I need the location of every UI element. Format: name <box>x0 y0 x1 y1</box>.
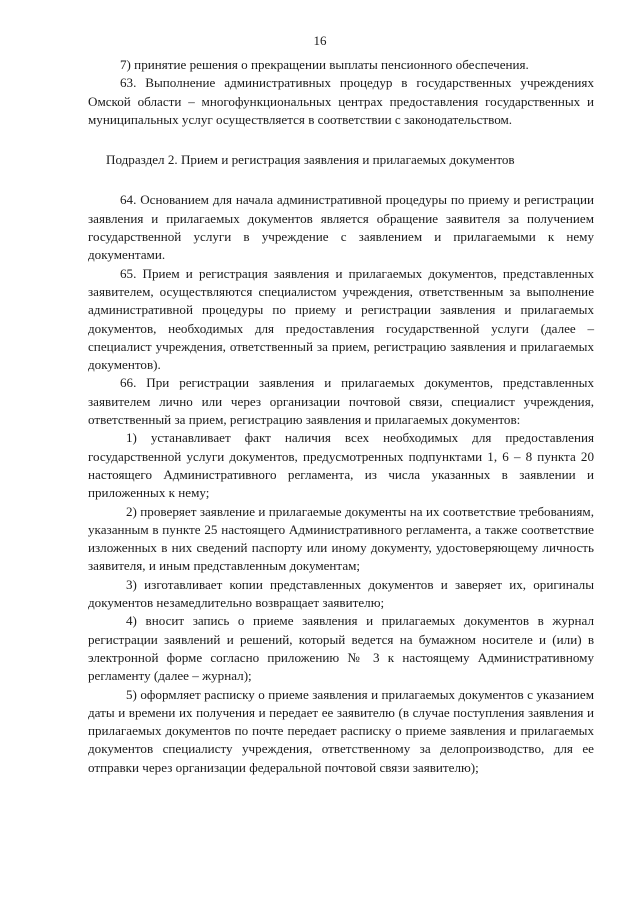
list-item-4: 4) вносит запись о приеме заявления и прилагаемых документов в журнал регистрации заявлений и решений, который ведется на бумажном носителе и (или) в электронной форме согласно приложению № 3 к настоящему Административному регламенту (далее – журнал); <box>88 613 594 684</box>
list-item-1: 1) устанавливает факт наличия всех необходимых для предоставления государственной услуги документов, предусмотренных подпунктами 1, 6 – 8 пункта 20 настоящего Административного регламента, из числа указанных в заявлении и приложенных к нему; <box>88 430 594 501</box>
document-body <box>88 56 594 777</box>
paragraph-item-7: 7) принятие решения о прекращении выплаты пенсионного обеспечения. <box>120 57 529 72</box>
paragraph-63: 63. Выполнение административных процедур в государственных учреждениях Омской области – многофункциональных центрах предоставления государственных и муниципальных услуг осуществляется в соответствии с законодательством. <box>88 75 594 127</box>
page-number: 16 <box>313 33 327 48</box>
list-item-2: 2) проверяет заявление и прилагаемые документы на их соответствие требованиям, указанным в пункте 25 настоящего Административного регламента, а также соответствие изложенных в них сведений паспорту или иному документу, удостоверяющему личность заявителя, и иным представленным документам; <box>88 503 594 574</box>
paragraph-64: 64. Основанием для начала административной процедуры по приему и регистрации заявления и прилагаемых документов является обращение заявителя за получением государственной услуги в учреждение с заявлением и прилагаемыми к нему документами. <box>88 192 594 263</box>
section-heading: Подраздел 2. Прием и регистрация заявления и прилагаемых документов <box>106 152 515 168</box>
list-item-3: 3) изготавливает копии представленных документов и заверяет их, оригиналы документов незамедлительно возвращает заявителю; <box>88 576 594 611</box>
paragraph-66: 66. При регистрации заявления и прилагаемых документов, представленных заявителем лично или через организации почтовой связи, специалист учреждения, ответственный за прием, регистрацию заявления и прилагаемых документов: <box>88 375 594 428</box>
paragraph-65: 65. Прием и регистрация заявления и прилагаемых документов, представленных заявителем, осуществляются специалистом учреждения, ответственным за выполнение административной процедуры по приему и регистрации заявления и прилагаемых документов, необходимых для предоставления государственной услуги (далее – специалист учреждения, ответственный за прием, регистрацию заявления и прилагаемых документов). <box>88 265 594 373</box>
list-item-5: 5) оформляет расписку о приеме заявления и прилагаемых документов с указанием даты и времени их получения и передает ее заявителю (в случае поступления заявления и прилагаемых документов по почте передает расписку о приеме заявления и прилагаемых документов специалисту учреждения, ответственному за делопроизводство, для ее отправки через организации федеральной почтовой связи заявителю); <box>88 686 594 775</box>
